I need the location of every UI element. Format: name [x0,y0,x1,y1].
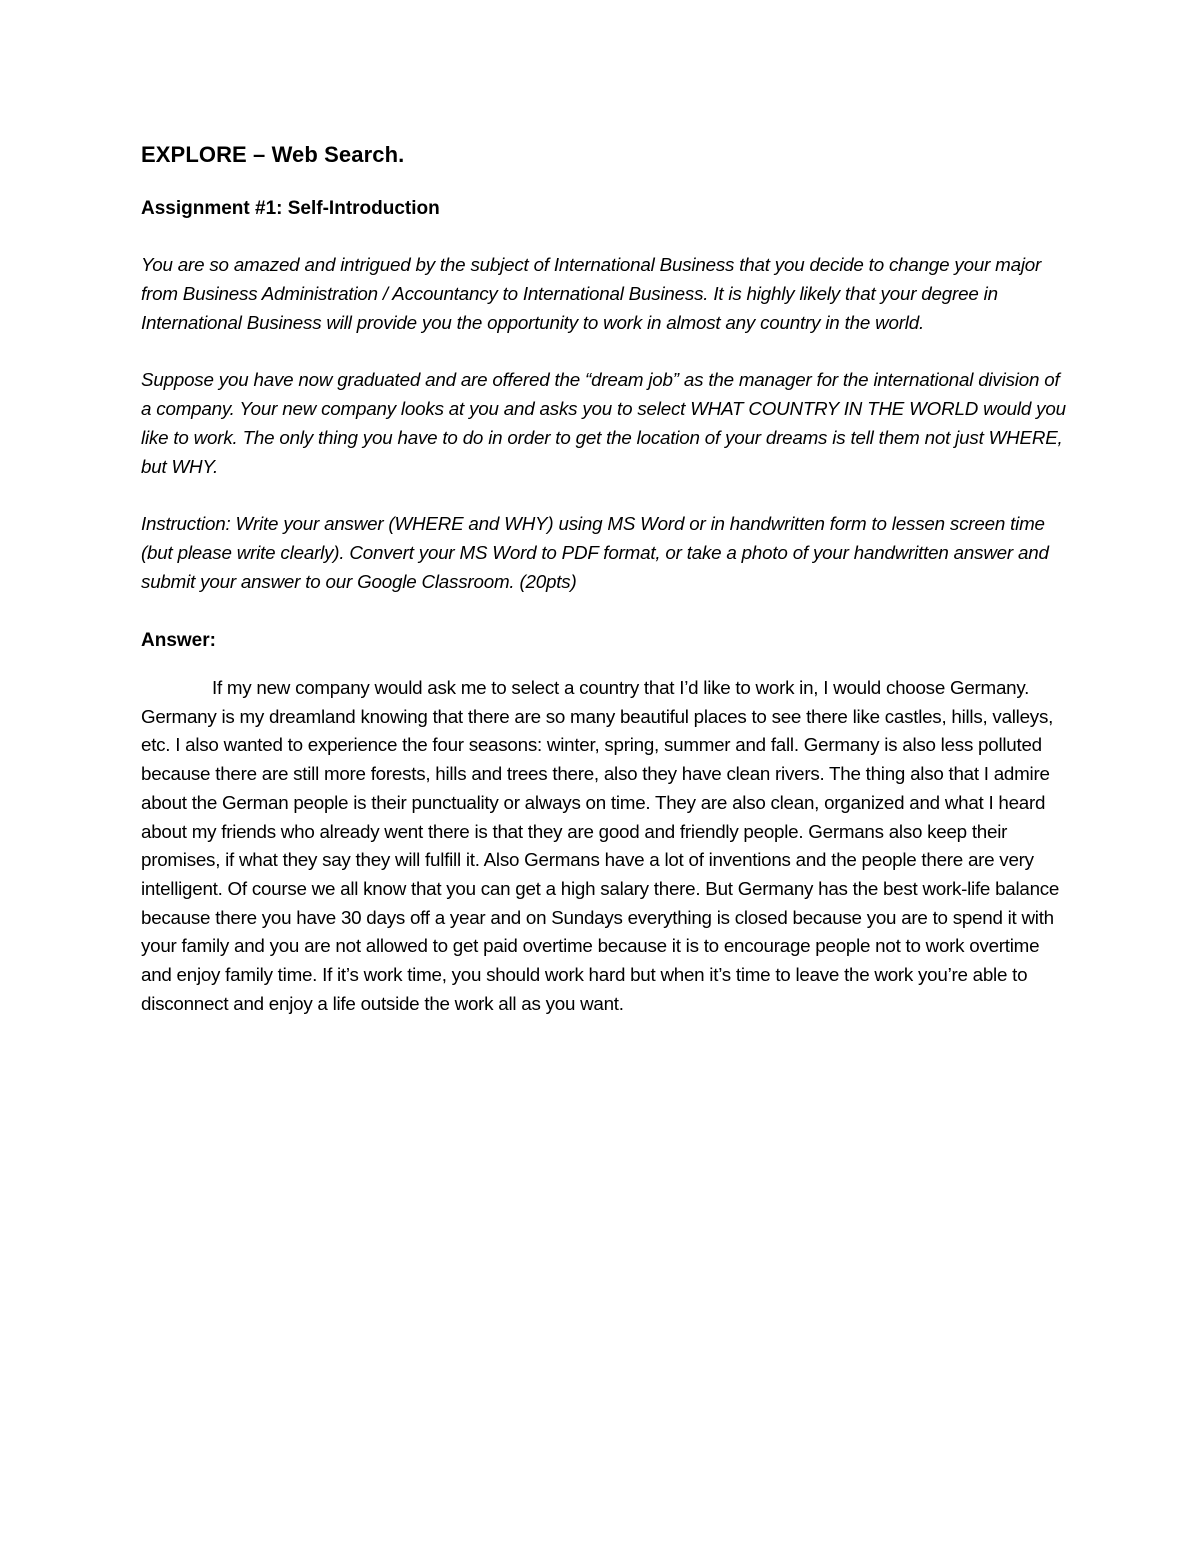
document-body [141,140,1066,1018]
answer-heading: Answer: [141,630,216,651]
document-title: EXPLORE – Web Search. [141,142,405,167]
assignment-heading: Assignment #1: Self-Introduction [141,198,440,219]
scenario-paragraph: Suppose you have now graduated and are offered the “dream job” as the manager for the international division of a company. Your new company looks at you and asks you to select WHAT COUNTRY IN THE WORLD would you like to work. The only thing you have to do in order to get the location of your dreams is tell them not just WHERE, but WHY. [141,369,1066,477]
intro-paragraph: You are so amazed and intrigued by the subject of International Business that you decide to change your major from Business Administration / Accountancy to International Business. It is highly likely that your degree in International Business will provide you the opportunity to work in almost any country in the world. [141,254,1042,333]
instruction-paragraph: Instruction: Write your answer (WHERE and WHY) using MS Word or in handwritten form to lessen screen time (but please write clearly). Convert your MS Word to PDF format, or take a photo of your handwritten answer and submit your answer to our Google Classroom. (20pts) [141,513,1049,592]
answer-paragraph: If my new company would ask me to select a country that I’d like to work in, I would choose Germany. Germany is my dreamland knowing that there are so many beautiful places to see there like castles, hills, valleys, etc. I also wanted to experience the four seasons: winter, spring, summer and fall. Germany is also less polluted because there are still more forests, hills and trees there, also they have clean rivers. The thing also that I admire about the German people is their punctuality or always on time. They are also clean, organized and what I heard about my friends who already went there is that they are good and friendly people. Germans also keep their promises, if what they say they will fulfill it. Also Germans have a lot of inventions and the people there are very intelligent. Of course we all know that you can get a high salary there. But Germany has the best work-life balance because there you have 30 days off a year and on Sundays everything is closed because you are to spend it with your family and you are not allowed to get paid overtime because it is to encourage people not to work overtime and enjoy family time. If it’s work time, you should work hard but when it’s time to leave the work you’re able to disconnect and enjoy a life outside the work all as you want. [141,677,1060,1014]
